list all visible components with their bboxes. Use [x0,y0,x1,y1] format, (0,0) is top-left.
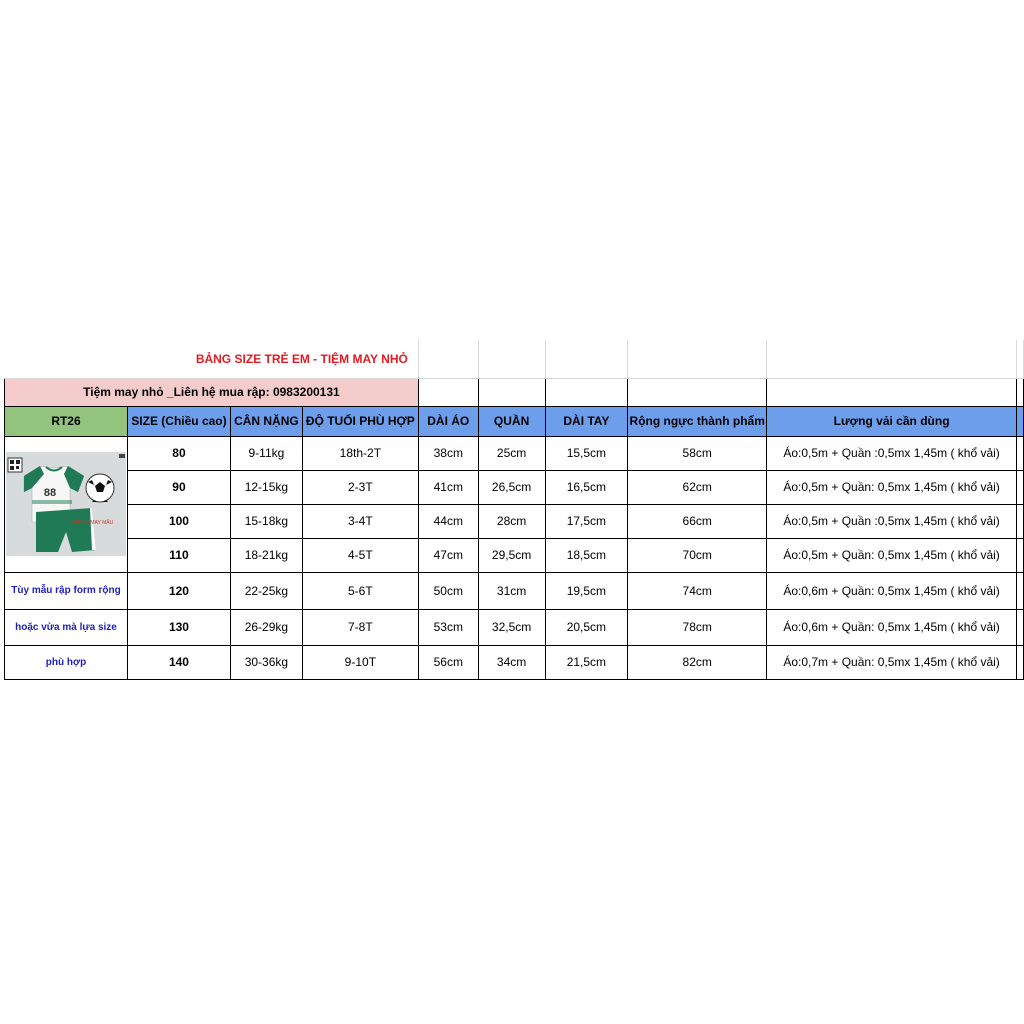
header-sleeve-length[interactable]: DÀI TAY [545,406,628,436]
empty-cell[interactable] [767,340,1017,378]
sleeve-cell[interactable]: 17,5cm [545,504,628,538]
size-table [4,340,1024,680]
contact-cell[interactable]: Tiệm may nhỏ _Liên hệ mua rập: 0983200131 [5,378,419,406]
size-cell[interactable]: 140 [127,645,230,679]
sheet-title[interactable]: BẢNG SIZE TRẺ EM - TIỆM MAY NHỎ [5,340,419,378]
fabric-cell[interactable]: Áo:0,6m + Quần: 0,5mx 1,45m ( khổ vải) [767,572,1017,609]
sleeve-cell[interactable]: 20,5cm [545,609,628,645]
sleeve-cell[interactable]: 18,5cm [545,538,628,572]
chest-cell[interactable]: 82cm [628,645,767,679]
shirt-length-cell[interactable]: 50cm [418,572,478,609]
shirt-length-cell[interactable]: 56cm [418,645,478,679]
weight-cell[interactable]: 12-15kg [230,470,302,504]
header-shirt-length[interactable]: DÀI ÁO [418,406,478,436]
chest-cell[interactable]: 66cm [628,504,767,538]
empty-cell[interactable] [767,378,1017,406]
header-chest-width[interactable]: Rộng ngực thành phẩm [628,406,767,436]
empty-cell[interactable] [1016,470,1023,504]
header-row [5,406,1024,436]
note-cell[interactable]: Tùy mẫu rập form rộng [5,572,128,609]
pants-cell[interactable]: 26,5cm [478,470,545,504]
fabric-cell[interactable]: Áo:0,5m + Quần: 0,5mx 1,45m ( khổ vải) [767,470,1017,504]
empty-cell[interactable] [1016,609,1023,645]
empty-cell[interactable] [1016,378,1023,406]
pants-cell[interactable]: 29,5cm [478,538,545,572]
table-row [5,538,1024,572]
size-cell[interactable]: 120 [127,572,230,609]
svg-text:RẬP DA MAY MẪU: RẬP DA MAY MẪU [70,520,114,526]
weight-cell[interactable]: 9-11kg [230,436,302,470]
fabric-cell[interactable]: Áo:0,5m + Quần: 0,5mx 1,45m ( khổ vải) [767,538,1017,572]
chest-cell[interactable]: 70cm [628,538,767,572]
sleeve-cell[interactable]: 16,5cm [545,470,628,504]
empty-cell[interactable] [1016,645,1023,679]
pants-cell[interactable]: 34cm [478,645,545,679]
age-cell[interactable]: 2-3T [302,470,418,504]
header-fabric-amount[interactable]: Lượng vải cần dùng [767,406,1017,436]
size-cell[interactable]: 100 [127,504,230,538]
shirt-length-cell[interactable]: 44cm [418,504,478,538]
sleeve-cell[interactable]: 19,5cm [545,572,628,609]
table-row [5,572,1024,609]
fabric-cell[interactable]: Áo:0,6m + Quần: 0,5mx 1,45m ( khổ vải) [767,609,1017,645]
empty-cell[interactable] [1016,504,1023,538]
empty-cell[interactable] [628,340,767,378]
age-cell[interactable]: 5-6T [302,572,418,609]
empty-cell[interactable] [1016,406,1023,436]
empty-cell[interactable] [1016,572,1023,609]
empty-cell[interactable] [545,340,628,378]
pants-cell[interactable]: 32,5cm [478,609,545,645]
header-pants[interactable]: QUẦN [478,406,545,436]
chest-cell[interactable]: 58cm [628,436,767,470]
sleeve-cell[interactable]: 15,5cm [545,436,628,470]
fabric-cell[interactable]: Áo:0,7m + Quần: 0,5mx 1,45m ( khổ vải) [767,645,1017,679]
age-cell[interactable]: 9-10T [302,645,418,679]
empty-cell[interactable] [478,340,545,378]
size-cell[interactable]: 90 [127,470,230,504]
pants-cell[interactable]: 25cm [478,436,545,470]
shirt-length-cell[interactable]: 47cm [418,538,478,572]
fabric-cell[interactable]: Áo:0,5m + Quần :0,5mx 1,45m ( khổ vải) [767,504,1017,538]
title-row [5,340,1024,378]
weight-cell[interactable]: 30-36kg [230,645,302,679]
weight-cell[interactable]: 26-29kg [230,609,302,645]
note-cell[interactable]: hoặc vừa mà lựa size [5,609,128,645]
header-size[interactable]: SIZE (Chiều cao) [127,406,230,436]
age-cell[interactable]: 4-5T [302,538,418,572]
chest-cell[interactable]: 78cm [628,609,767,645]
shirt-length-cell[interactable]: 38cm [418,436,478,470]
pants-cell[interactable]: 28cm [478,504,545,538]
fabric-cell[interactable]: Áo:0,5m + Quần :0,5mx 1,45m ( khổ vải) [767,436,1017,470]
shirt-length-cell[interactable]: 53cm [418,609,478,645]
weight-cell[interactable]: 15-18kg [230,504,302,538]
product-code[interactable]: RT26 [5,406,128,436]
age-cell[interactable]: 3-4T [302,504,418,538]
header-age[interactable]: ĐỘ TUỔI PHÙ HỢP [302,406,418,436]
contact-row [5,378,1024,406]
size-cell[interactable]: 80 [127,436,230,470]
shirt-length-cell[interactable]: 41cm [418,470,478,504]
header-weight[interactable]: CÂN NẶNG [230,406,302,436]
empty-cell[interactable] [1016,340,1023,378]
weight-cell[interactable]: 18-21kg [230,538,302,572]
empty-cell[interactable] [418,340,478,378]
empty-cell[interactable] [1016,436,1023,470]
table-row [5,645,1024,679]
product-image [6,452,126,556]
spreadsheet [4,340,1024,685]
svg-text:88: 88 [43,487,57,499]
chest-cell[interactable]: 74cm [628,572,767,609]
note-cell[interactable]: phù hợp [5,645,128,679]
product-image-cell[interactable] [5,436,128,572]
size-cell[interactable]: 110 [127,538,230,572]
age-cell[interactable]: 7-8T [302,609,418,645]
sleeve-cell[interactable]: 21,5cm [545,645,628,679]
table-row [5,436,1024,470]
weight-cell[interactable]: 22-25kg [230,572,302,609]
pants-cell[interactable]: 31cm [478,572,545,609]
empty-cell[interactable] [628,378,767,406]
table-row [5,470,1024,504]
table-row [5,609,1024,645]
empty-cell[interactable] [1016,538,1023,572]
empty-cell[interactable] [418,378,478,406]
table-row [5,504,1024,538]
size-cell[interactable]: 130 [127,609,230,645]
age-cell[interactable]: 18th-2T [302,436,418,470]
empty-cell[interactable] [478,378,545,406]
chest-cell[interactable]: 62cm [628,470,767,504]
empty-cell[interactable] [545,378,628,406]
